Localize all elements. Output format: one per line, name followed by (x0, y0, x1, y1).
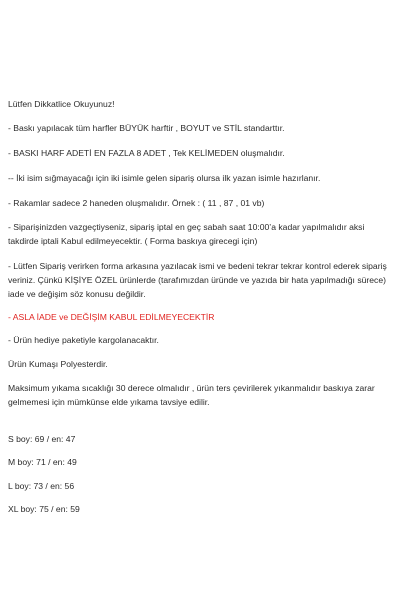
heading: Lütfen Dikkatlice Okuyunuz! (8, 99, 115, 109)
paragraph-font-rule: - Baskı yapılacak tüm harfler BÜYÜK harftir , BOYUT ve STİL standarttır. (8, 123, 285, 133)
size-row-s: S boy: 69 / en: 47 (8, 434, 76, 444)
paragraph-gift-package: - Ürün hediye paketiyle kargolanacaktır. (8, 335, 159, 345)
warning-no-returns: - ASLA İADE ve DEĞİŞİM KABUL EDİLMEYECEKTİR (8, 312, 215, 322)
paragraph-cancellation: - Siparişinizden vazgeçtiyseniz, sipariş iptal en geç sabah saat 10:00’a kadar yapılmalıdır aksi takdirde iptali Kabul edilmeyecektir. ( Forma baskıya girecegi için) (8, 222, 365, 246)
paragraph-letter-limit: - BASKI HARF ADETİ EN FAZLA 8 ADET , Tek KELİMEDEN oluşmalıdır. (8, 148, 285, 158)
paragraph-digits: - Rakamlar sadece 2 haneden oluşmalıdır. Örnek : ( 11 , 87 , 01 vb) (8, 198, 265, 208)
size-row-l: L boy: 73 / en: 56 (8, 481, 75, 491)
paragraph-fabric: Ürün Kumaşı Polyesterdir. (8, 359, 108, 369)
paragraph-washing: Maksimum yıkama sıcaklığı 30 derece olmalıdır , ürün ters çevirilerek yıkanmalıdır baskıya zarar gelmemesi için mümkünse elde yıkama tavsiye edilir. (8, 383, 375, 407)
paragraph-check-order: - Lütfen Sipariş verirken forma arkasına yazılacak ismi ve bedeni tekrar tekrar kontrol ederek sipariş veriniz. Çünkü KİŞİYE ÖZEL ürünlerde (tarafımızdan üründe ve yazıda bir hata yapılmadığı sürece) iade ve değişim söz konusu değildir. (8, 261, 387, 299)
size-row-xl: XL boy: 75 / en: 59 (8, 504, 80, 514)
paragraph-two-names: -- İki isim sığmayacağı için iki isimle gelen sipariş olursa ilk yazan isimle hazırlanır. (8, 173, 321, 183)
size-row-m: M boy: 71 / en: 49 (8, 457, 77, 467)
